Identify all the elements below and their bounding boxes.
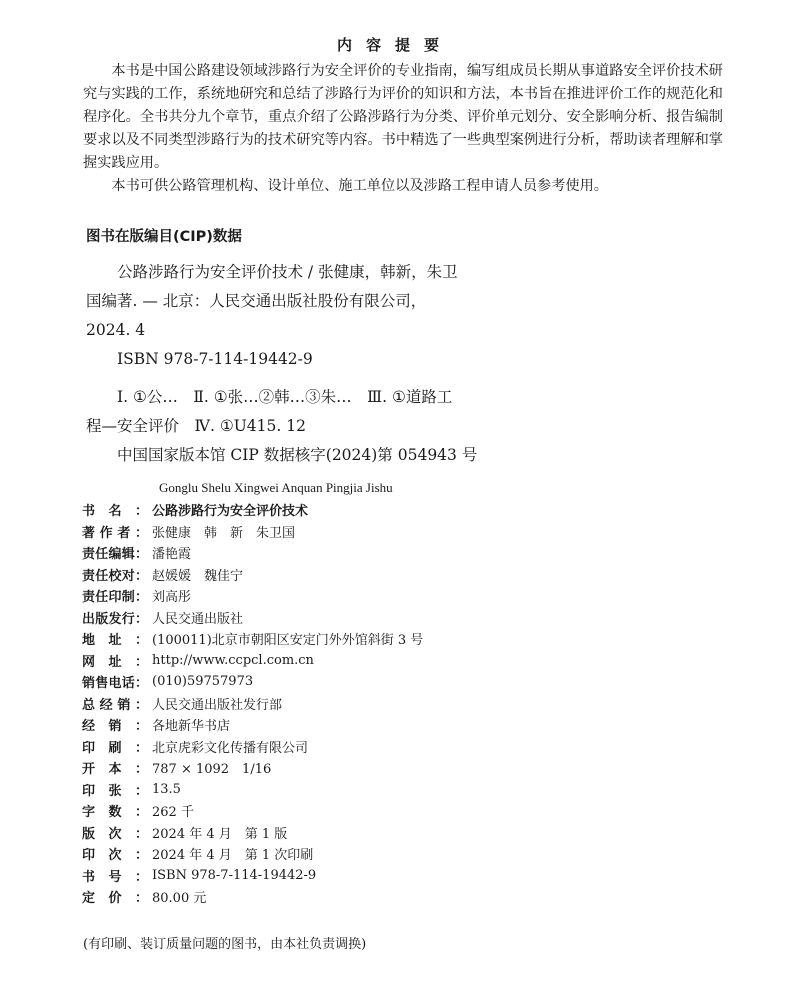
colophon-value: http://www.ccpcl.com.cn [152, 652, 314, 668]
cip-record [86, 258, 506, 470]
colophon-value: ISBN 978-7-114-19442-9 [152, 867, 317, 883]
colophon-row [82, 865, 642, 887]
colophon-value: 80.00 元 [152, 891, 207, 907]
colophon-row [82, 736, 642, 758]
pinyin-title: Gonglu Shelu Xingwei Anquan Pingjia Jishu [159, 480, 393, 495]
colophon-value: 赵媛媛 魏佳宁 [152, 568, 244, 584]
colophon-row [82, 779, 642, 801]
colophon-row [82, 800, 642, 822]
colophon-label: 书号： [82, 869, 148, 885]
colophon-row [82, 693, 642, 715]
colophon-row [82, 822, 642, 844]
colophon-label: 出版发行： [82, 611, 148, 627]
colophon-label: 字数： [82, 805, 148, 821]
cip-isbn: ISBN 978-7-114-19442-9 [117, 350, 313, 368]
colophon-value: 13.5 [152, 781, 181, 797]
cip-title-line: 国编著. — 北京：人民交通出版社股份有限公司， [86, 292, 427, 310]
colophon-value: 2024 年 4 月 第 1 版 [152, 826, 288, 842]
cip-record-number: 中国国家版本馆 CIP 数据核字(2024)第 054943 号 [117, 446, 478, 464]
colophon-row [82, 564, 642, 586]
colophon-label: 经销： [82, 719, 148, 735]
colophon-row [82, 521, 642, 543]
colophon-row [82, 714, 642, 736]
colophon-row [82, 585, 642, 607]
colophon-label: 总经销： [82, 697, 148, 713]
colophon-row [82, 650, 642, 672]
cip-heading: 图书在版编目(CIP)数据 [86, 229, 242, 245]
colophon-label: 书名： [82, 504, 148, 520]
colophon-label: 版次： [82, 826, 148, 842]
colophon-value: 2024 年 4 月 第 1 次印刷 [152, 848, 314, 864]
colophon-label: 地址： [82, 633, 148, 649]
colophon-label: 责任印制： [82, 590, 148, 606]
colophon-value: (010)59757973 [152, 674, 254, 690]
colophon-label: 开本： [82, 762, 148, 778]
colophon-label: 印刷： [82, 740, 148, 756]
colophon-value: 各地新华书店 [152, 719, 231, 735]
colophon-value: 公路涉路行为安全评价技术 [152, 504, 309, 520]
colophon-row [82, 757, 642, 779]
quality-note: (有印刷、装订质量问题的图书，由本社负责调换) [83, 937, 367, 952]
colophon-value: 北京虎彩文化传播有限公司 [152, 740, 309, 756]
colophon-row [82, 607, 642, 629]
colophon-row [82, 628, 642, 650]
colophon-row [82, 499, 642, 521]
colophon-value: 787 × 1092 1/16 [152, 762, 272, 778]
colophon-label: 销售电话： [82, 676, 148, 692]
colophon-label: 定价： [82, 891, 148, 907]
cip-subject-line: Ⅰ. ①公… Ⅱ. ①张…②韩…③朱… Ⅲ. ①道路工 [117, 388, 453, 406]
cip-title-line: 公路涉路行为安全评价技术 / 张健康，韩新，朱卫 [117, 263, 458, 281]
cip-spacer [86, 374, 506, 383]
colophon-value: 人民交通出版社 [152, 611, 244, 627]
colophon-label: 印张： [82, 783, 148, 799]
colophon-value: 刘高彤 [152, 590, 192, 606]
abstract-paragraph: 本书可供公路管理机构、设计单位、施工单位以及涉路工程申请人员参考使用。 [111, 178, 608, 194]
colophon-row [82, 671, 642, 693]
colophon-table [82, 499, 642, 908]
colophon-label: 责任校对： [82, 568, 148, 584]
cip-subject-line: 程—安全评价 Ⅳ. ①U415. 12 [86, 417, 306, 435]
cip-title-line: 2024. 4 [86, 321, 146, 339]
colophon-row [82, 542, 642, 564]
colophon-value: 人民交通出版社发行部 [152, 697, 283, 713]
colophon-value: 潘艳霞 [152, 547, 192, 563]
colophon-label: 著作者： [82, 525, 148, 541]
abstract-title: 内容提要 [336, 36, 453, 54]
colophon-value: (100011)北京市朝阳区安定门外外馆斜街 3 号 [152, 633, 424, 649]
abstract-body [83, 60, 723, 198]
abstract-paragraph: 本书是中国公路建设领域涉路行为安全评价的专业指南，编写组成员长期从事道路安全评价技术研究与实践的工作，系统地研究和总结了涉路行为评价的知识和方法，本书旨在推进评价工作的规范化和程序化。全书共分九个章节，重点介绍了公路涉路行为分类、评价单元划分、安全影响分析、报告编制要求以及不同类型涉路行为的技术研究等内容。书中精选了一些典型案例进行分析，帮助读者理解和掌握实践应用。 [83, 63, 723, 171]
colophon-row [82, 886, 642, 908]
colophon-value: 张健康 韩 新 朱卫国 [152, 525, 296, 541]
colophon-label: 网址： [82, 654, 148, 670]
colophon-label: 印次： [82, 848, 148, 864]
colophon-value: 262 千 [152, 805, 194, 821]
colophon-label: 责任编辑： [82, 547, 148, 563]
colophon-row [82, 843, 642, 865]
